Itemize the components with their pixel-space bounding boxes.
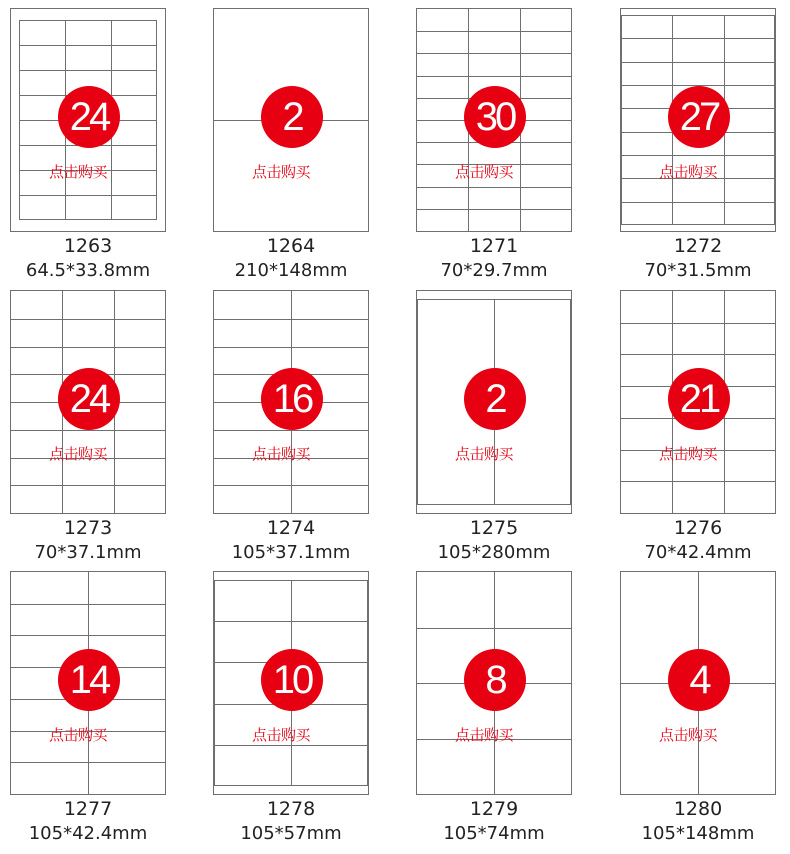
product-code: 1263	[63, 235, 113, 257]
product-code: 1264	[266, 235, 316, 257]
label-count-badge: 2	[464, 368, 526, 430]
product-code: 1273	[63, 517, 113, 539]
product-code: 1272	[673, 235, 723, 257]
label-count-badge: 24	[58, 86, 120, 148]
product-code: 1271	[469, 235, 519, 257]
product-code: 1278	[266, 798, 316, 820]
product-code: 1280	[673, 798, 723, 820]
label-count-badge: 4	[668, 649, 730, 711]
label-sheet-preview[interactable]	[620, 290, 776, 514]
label-sheet-preview[interactable]	[416, 290, 572, 514]
product-card-1278[interactable]	[213, 571, 369, 843]
label-size: 64.5*33.8mm	[25, 260, 151, 281]
label-size: 210*148mm	[234, 260, 348, 281]
label-sheet-preview[interactable]	[416, 8, 572, 232]
product-card-1271[interactable]	[416, 8, 572, 280]
label-size: 105*57mm	[240, 823, 342, 844]
product-card-1263[interactable]	[10, 8, 166, 280]
product-code: 1275	[469, 517, 519, 539]
buy-link[interactable]: 点击购买	[49, 445, 108, 463]
product-card-1279[interactable]	[416, 571, 572, 843]
label-sheet-preview[interactable]	[10, 571, 166, 795]
product-card-1275[interactable]	[416, 290, 572, 562]
label-sheet-preview[interactable]	[213, 8, 369, 232]
buy-link[interactable]: 点击购买	[252, 163, 311, 181]
product-code: 1276	[673, 517, 723, 539]
buy-link[interactable]: 点击购买	[252, 726, 311, 744]
label-size: 70*31.5mm	[644, 260, 752, 281]
buy-link[interactable]: 点击购买	[659, 726, 718, 744]
buy-link[interactable]: 点击购买	[455, 726, 514, 744]
label-count-badge: 21	[668, 368, 730, 430]
product-card-1272[interactable]	[620, 8, 776, 280]
product-card-1274[interactable]	[213, 290, 369, 562]
label-sheet-preview[interactable]	[10, 8, 166, 232]
label-sheet-preview[interactable]	[213, 571, 369, 795]
product-code: 1274	[266, 517, 316, 539]
buy-link[interactable]: 点击购买	[49, 163, 108, 181]
label-count-badge: 27	[668, 86, 730, 148]
product-card-1264[interactable]	[213, 8, 369, 280]
product-card-1276[interactable]	[620, 290, 776, 562]
buy-link[interactable]: 点击购买	[455, 445, 514, 463]
buy-link[interactable]: 点击购买	[455, 163, 514, 181]
product-code: 1277	[63, 798, 113, 820]
product-card-1273[interactable]	[10, 290, 166, 562]
label-size: 70*42.4mm	[644, 542, 752, 563]
label-count-badge: 24	[58, 368, 120, 430]
label-sheet-preview[interactable]	[416, 571, 572, 795]
label-count-badge: 30	[464, 86, 526, 148]
label-size: 105*74mm	[443, 823, 545, 844]
label-count-badge: 8	[464, 649, 526, 711]
label-count-badge: 2	[261, 86, 323, 148]
label-size: 105*148mm	[641, 823, 755, 844]
label-count-badge: 16	[261, 368, 323, 430]
buy-link[interactable]: 点击购买	[659, 163, 718, 181]
buy-link[interactable]: 点击购买	[49, 726, 108, 744]
label-sheet-preview[interactable]	[10, 290, 166, 514]
label-count-badge: 14	[58, 649, 120, 711]
buy-link[interactable]: 点击购买	[659, 445, 718, 463]
product-card-1280[interactable]	[620, 571, 776, 843]
product-card-1277[interactable]	[10, 571, 166, 843]
label-size: 70*29.7mm	[440, 260, 548, 281]
label-sheet-preview[interactable]	[620, 8, 776, 232]
label-sheet-preview[interactable]	[620, 571, 776, 795]
label-size: 105*37.1mm	[231, 542, 351, 563]
product-code: 1279	[469, 798, 519, 820]
label-size: 105*42.4mm	[28, 823, 148, 844]
label-size: 70*37.1mm	[34, 542, 142, 563]
label-count-badge: 10	[261, 649, 323, 711]
label-sheet-preview[interactable]	[213, 290, 369, 514]
buy-link[interactable]: 点击购买	[252, 445, 311, 463]
label-size: 105*280mm	[437, 542, 551, 563]
